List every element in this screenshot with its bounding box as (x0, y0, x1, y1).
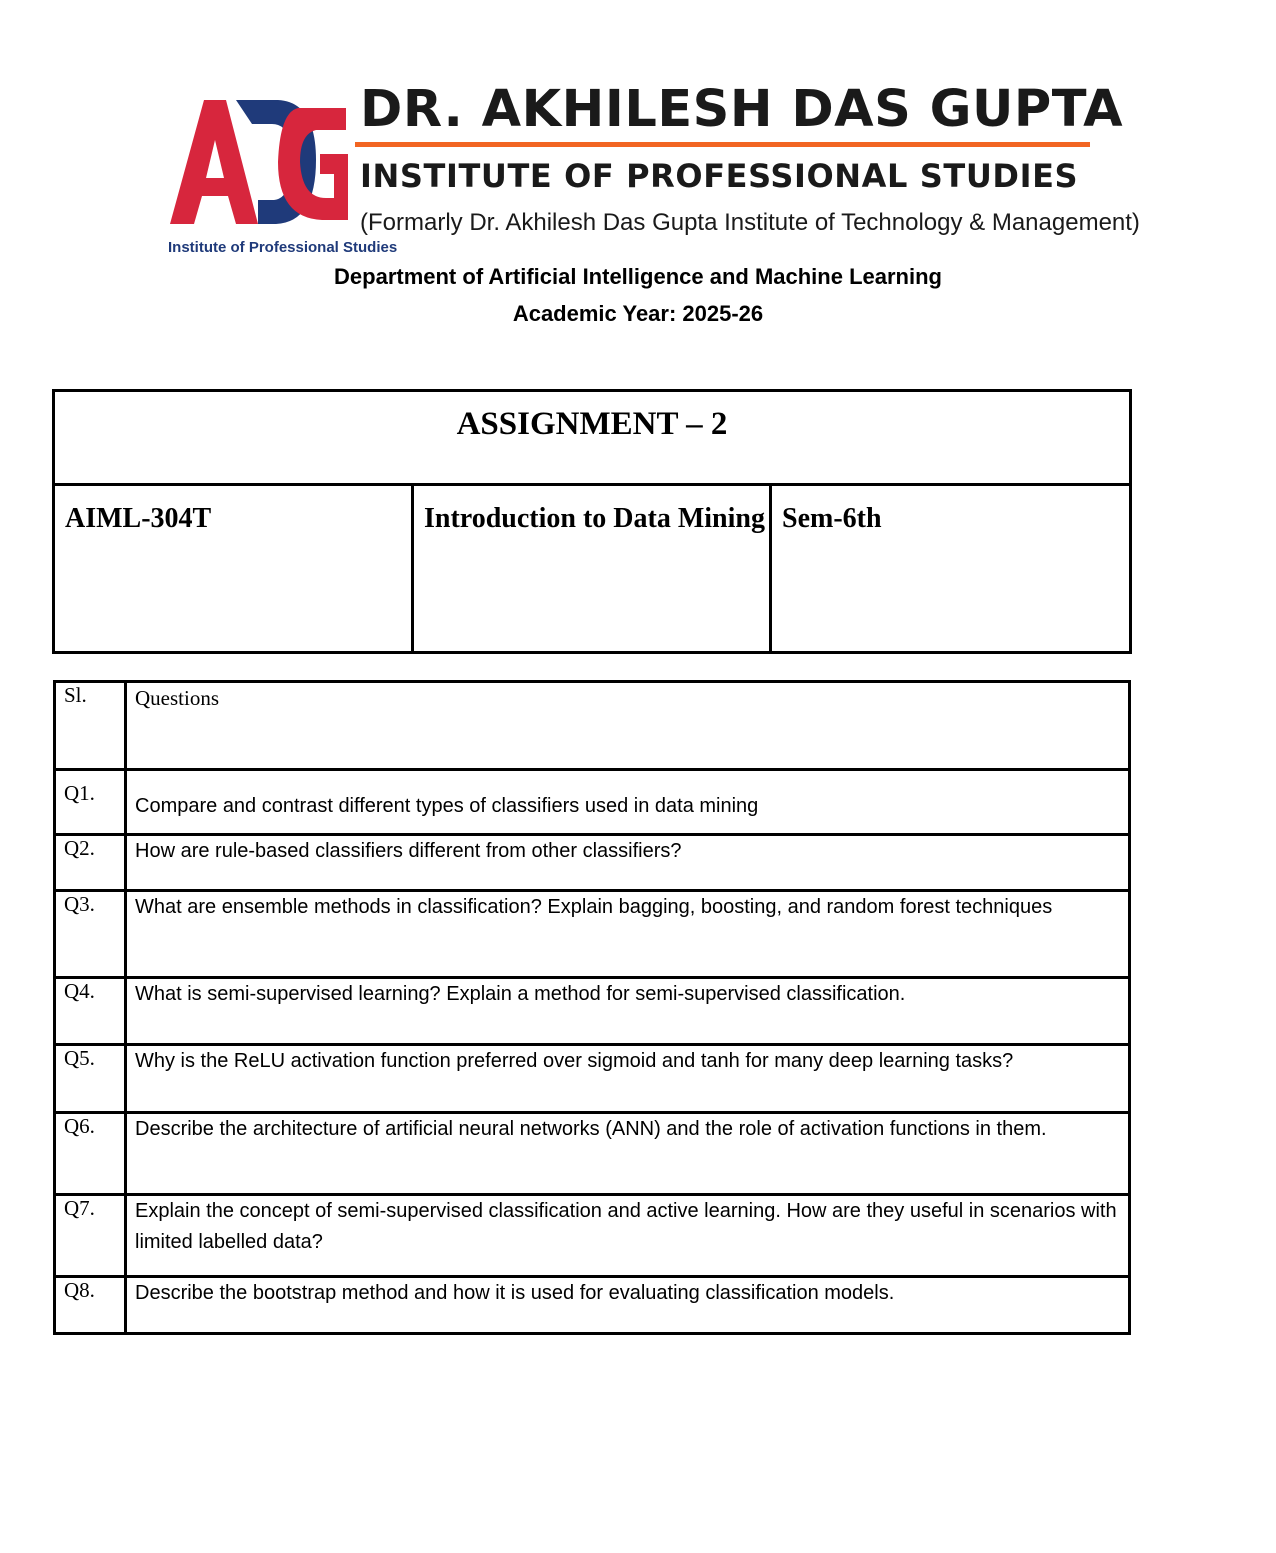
question-number: Q7. (55, 1195, 126, 1277)
header-sl: Sl. (55, 682, 126, 770)
question-text: Why is the ReLU activation function preferred over sigmoid and tanh for many deep learning tasks? (126, 1045, 1130, 1113)
institute-logo (166, 88, 398, 258)
table-row (55, 770, 1130, 835)
orange-divider (355, 142, 1090, 147)
table-row (55, 978, 1130, 1045)
question-number: Q4. (55, 978, 126, 1045)
course-info-row (55, 486, 1129, 651)
questions-table (53, 680, 1131, 1335)
question-text: What are ensemble methods in classification? Explain bagging, boosting, and random forest techniques (126, 891, 1130, 978)
table-row (55, 1195, 1130, 1277)
question-number: Q6. (55, 1113, 126, 1195)
institute-name: DR. AKHILESH DAS GUPTA (360, 80, 1124, 139)
question-text: Describe the architecture of artificial neural networks (ANN) and the role of activation functions in them. (126, 1113, 1130, 1195)
question-number: Q3. (55, 891, 126, 978)
table-row (55, 1045, 1130, 1113)
institute-former-name: (Formarly Dr. Akhilesh Das Gupta Institute of Technology & Management) (360, 209, 1140, 236)
institute-subtitle: INSTITUTE OF PROFESSIONAL STUDIES (360, 157, 1079, 195)
question-number: Q8. (55, 1277, 126, 1334)
header-questions: Questions (126, 682, 1130, 770)
table-header-row (55, 682, 1130, 770)
question-number: Q2. (55, 835, 126, 891)
course-name: Introduction to Data Mining (414, 486, 772, 651)
question-text: Explain the concept of semi-supervised classification and active learning. How are they useful in scenarios with limited labelled data? (126, 1195, 1130, 1277)
table-row (55, 1277, 1130, 1334)
table-row (55, 835, 1130, 891)
department-name: Department of Artificial Intelligence and Machine Learning (334, 264, 942, 289)
question-number: Q5. (55, 1045, 126, 1113)
academic-year: Academic Year: 2025-26 (512, 301, 764, 326)
question-text: How are rule-based classifiers different from other classifiers? (126, 835, 1130, 891)
question-text: Describe the bootstrap method and how it is used for evaluating classification models. (126, 1277, 1130, 1334)
question-number: Q1. (55, 770, 126, 835)
course-code: AIML-304T (55, 486, 414, 651)
question-text: What is semi-supervised learning? Explain a method for semi-supervised classification. (126, 978, 1130, 1045)
question-text: Compare and contrast different types of classifiers used in data mining (126, 770, 1130, 835)
assignment-title: ASSIGNMENT – 2 (55, 392, 1129, 486)
semester: Sem-6th (782, 503, 882, 534)
table-row (55, 1113, 1130, 1195)
assignment-box (52, 389, 1132, 654)
logo-caption: Institute of Professional Studies (168, 239, 398, 256)
table-row (55, 891, 1130, 978)
